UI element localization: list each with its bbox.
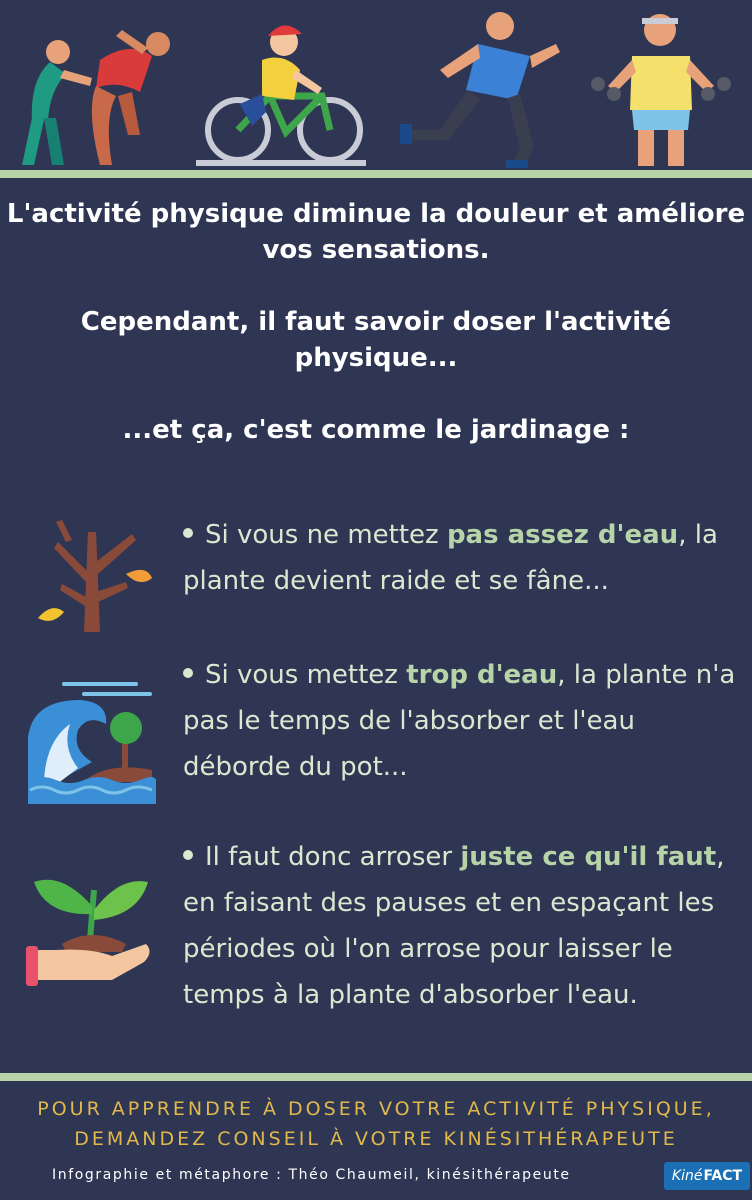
- list-item-text: [183, 652, 749, 790]
- item-text-bold: juste ce qu'il faut: [460, 842, 717, 872]
- footer-line-1: POUR APPRENDRE À DOSER VOTRE ACTIVITÉ PHYSIQUE,: [37, 1098, 715, 1120]
- footer-advice: [0, 1094, 752, 1154]
- logo-part-2: FACT: [703, 1168, 743, 1184]
- item-text-after: , la plante devient raide et se fâne...: [183, 520, 718, 596]
- item-text-before: Si vous ne mettez: [205, 520, 447, 550]
- bullet-icon: [183, 668, 193, 678]
- item-text-bold: trop d'eau: [406, 660, 558, 690]
- list-item-text: [183, 512, 749, 604]
- bullet-icon: [183, 528, 193, 538]
- item-text-bold: pas assez d'eau: [446, 520, 679, 550]
- flood-wave-icon: [22, 678, 162, 808]
- item-text-after: , en faisant des pauses et en espaçant les périodes où l'on arrose pour laisser le temps à la plante d'absorber l'eau.: [183, 842, 725, 1010]
- runner-icon: [400, 12, 560, 168]
- bottom-divider: [0, 1073, 752, 1081]
- item-text-after: , la plante n'a pas le temps de l'absorber et l'eau déborde du pot...: [183, 660, 736, 782]
- kinefact-logo: [664, 1162, 750, 1190]
- logo-part-1: Kiné: [671, 1168, 703, 1184]
- weightlifter-icon: [591, 14, 731, 166]
- bullet-icon: [183, 850, 193, 860]
- sprout-hand-icon: [22, 870, 162, 1000]
- stretching-people-icon: [22, 30, 170, 165]
- top-divider: [0, 170, 752, 178]
- credit-text: Infographie et métaphore : Théo Chaumeil, kinésithérapeute: [52, 1167, 571, 1183]
- cyclist-icon: [196, 25, 366, 166]
- intro-line-1: L'activité physique diminue la douleur et améliore vos sensations.: [6, 199, 746, 265]
- item-text-before: Il faut donc arroser: [205, 842, 461, 872]
- hero-illustration: [0, 0, 752, 170]
- intro-line-2: Cependant, il faut savoir doser l'activité physique...: [80, 307, 672, 373]
- item-text-before: Si vous mettez: [205, 660, 407, 690]
- list-item-text: [183, 834, 749, 1018]
- footer-line-2: DEMANDEZ CONSEIL À VOTRE KINÉSITHÉRAPEUTE: [74, 1128, 678, 1150]
- intro-text: [0, 196, 752, 448]
- intro-line-3: ...et ça, c'est comme le jardinage :: [122, 415, 630, 445]
- withered-tree-icon: [22, 512, 162, 642]
